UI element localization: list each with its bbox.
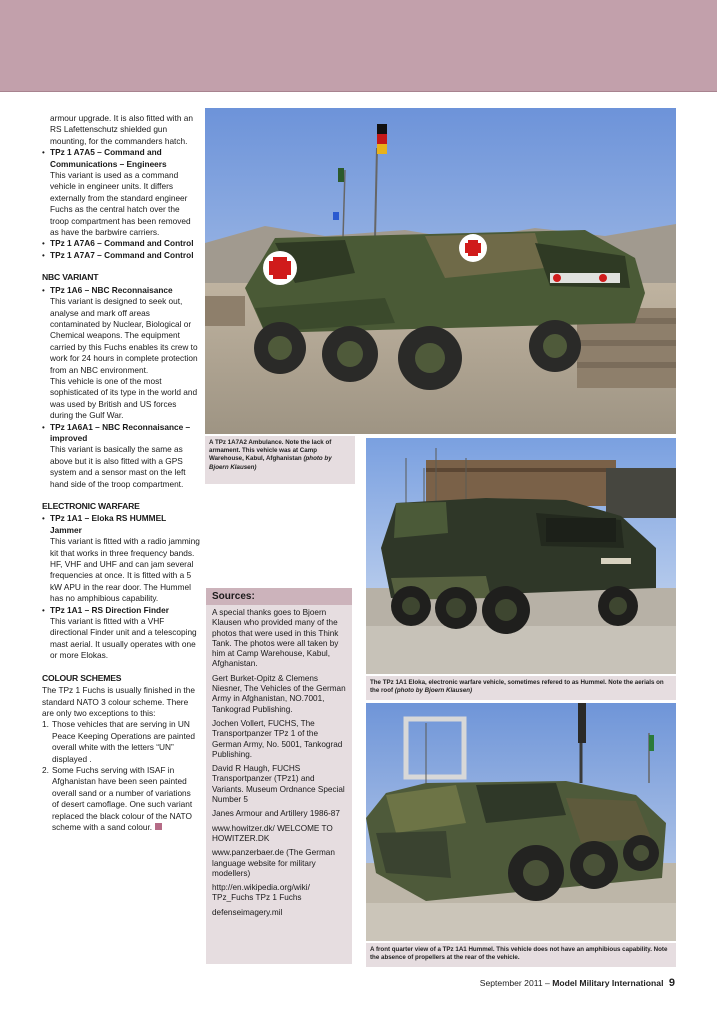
section-heading-colour: COLOUR SCHEMES <box>42 672 122 683</box>
eloka-vehicle-image <box>366 438 676 674</box>
caption-photo-hummel: A front quarter view of a TPz 1A1 Hummel. This vehicle does not have an amphibious capability. Note the absence of propellers at the rear of the vehicle. <box>366 943 676 967</box>
bullet-icon: • <box>42 148 45 158</box>
source-item: Janes Armour and Artillery 1986-87 <box>212 809 340 819</box>
list-item: • TPz 1A6A1 – NBC Reconnaisance – improved This variant is basically the same as above but it is also fitted with a GPS system and a sensor mast on the left hand side of the troop compartment. <box>42 421 191 489</box>
colour-exceptions-list <box>42 719 200 833</box>
section-heading-ew: ELECTRONIC WARFARE <box>42 501 140 511</box>
photo-eloka <box>366 438 676 674</box>
list-item: • TPz 1A1 – RS Direction Finder This variant is fitted with a VHF directional Finder unit and a telescoping mast aerial. It usually operates with one or more Elokas. <box>42 604 197 661</box>
list-item: • TPz 1A1 – Eloka RS HUMMEL Jammer This variant is fitted with a radio jamming kit that works in three frequency bands. HF, VHF and UHF and can jam several frequencies at once. It is fitted with a 5 kW APU in the rear door. The Hummel has no amphibious capability. <box>42 513 200 604</box>
list-item: • TPz 1 A7A7 – Command and Control <box>42 249 194 260</box>
source-item: Gert Burket-Opitz & Clemens Niesner, The Vehicles of the German Army in Afghanistan, NO.7001, Tankograd Publishing. <box>212 673 346 714</box>
variant-list-ew <box>42 513 200 661</box>
bullet-icon: • <box>42 605 45 615</box>
photo-hummel <box>366 703 676 941</box>
photo-ambulance <box>205 108 676 434</box>
section-heading-nbc: NBC VARIANT <box>42 272 99 283</box>
left-text-column <box>42 113 200 833</box>
source-item: defenseimagery.mil <box>212 907 283 917</box>
bullet-icon: • <box>42 239 45 249</box>
bullet-icon: • <box>42 422 45 432</box>
source-item: http://en.wikipedia.org/wiki/ TPz_Fuchs TPz 1 Fuchs <box>212 883 310 903</box>
footer-magazine-title: Model Military International <box>552 978 664 988</box>
footer-date: September 2011 – <box>479 978 550 988</box>
variant-list-nbc <box>42 285 200 490</box>
page-footer <box>480 977 675 989</box>
caption-photo-ambulance: A TPz 1A7A2 Ambulance. Note the lack of armament. This vehicle was at Camp Warehouse, Kabul, Afghanistan (photo by Bjoern Klausen) <box>205 436 355 484</box>
list-item: • TPz 1A6 – NBC Reconnaisance This variant is designed to seek out, analyse and mark off areas contaminated by Nuclear, Biological or Chemical weapons. The equipment carried by this Fuchs enables its crew to work for 24 hours in complete protection from an NBC environment. This vehicle is one of the most sophisticated of its type in the world and was used by British and US forces during the Gulf War. <box>42 284 198 421</box>
variant-list-command <box>42 147 200 261</box>
sources-heading: Sources: <box>206 588 352 605</box>
bullet-icon: • <box>42 285 45 295</box>
end-mark-icon <box>155 823 162 830</box>
source-item: David R Haugh, FUCHS Transportpanzer (TPz1) and Variants. Museum Ordnance Special Number 5 <box>212 764 345 805</box>
sources-list <box>206 605 352 925</box>
source-item: www.howitzer.dk/ WELCOME TO HOWITZER.DK <box>212 823 333 843</box>
list-item: 1. Those vehicles that are serving in UN Peace Keeping Operations are painted overall white with the letters “UN” displayed . <box>42 719 195 764</box>
caption-photo-eloka: The TPz 1A1 Eloka, electronic warfare vehicle, sometimes refered to as Hummel. Note the aerials on the roof (photo by Bjoern Klausen) <box>366 676 676 700</box>
source-item: A special thanks goes to Bjoern Klausen who provided many of the photos that were used in this Think Tank. The photos were all taken by him at Camp Warehouse, Kabul, Afghanistan. <box>212 608 339 669</box>
list-item: • TPz 1 A7A5 – Command and Communications – Engineers This variant is used as a command vehicle in engineer units. It differs externally from the standard engineer Fuchs as the central hatch over the troop compartment has been removed as have the barbwire carriers. <box>42 147 191 238</box>
header-band <box>0 0 717 92</box>
hummel-vehicle-image <box>366 703 676 941</box>
sources-panel <box>206 588 352 964</box>
list-item: 2. Some Fuchs serving with ISAF in Afghanistan have been seen painted overall sand or a number of variations of desert camoflage. One such variant replaced the black colour of the NATO scheme with a sand colour. <box>42 764 193 832</box>
intro-text: armour upgrade. It is also fitted with an RS Lafettenschutz shielded gun mounting, for the commanders hatch. <box>50 113 193 146</box>
colour-paragraph: The TPz 1 Fuchs is usually finished in the standard NATO 3 colour scheme. There are only two exceptions to this: <box>42 685 195 718</box>
ambulance-vehicle-image <box>205 108 676 434</box>
list-item: • TPz 1 A7A6 – Command and Control <box>42 238 194 249</box>
source-item: www.panzerbaer.de (The German language website for military modellers) <box>212 848 335 878</box>
bullet-icon: • <box>42 514 45 524</box>
source-item: Jochen Vollert, FUCHS, The Transportpanzer TPz 1 of the German Army, No. 5001, Tankograd Publishing. <box>212 718 343 759</box>
page-number: 9 <box>668 977 675 989</box>
bullet-icon: • <box>42 250 45 260</box>
